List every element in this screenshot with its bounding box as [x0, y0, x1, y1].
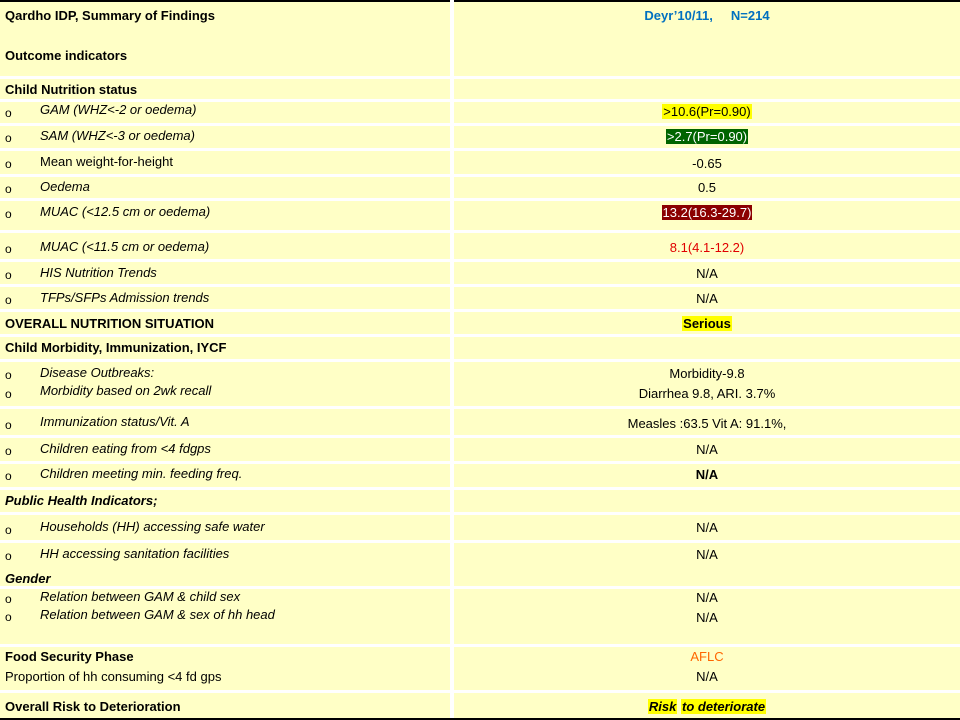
sanitation-value: N/A [696, 547, 718, 562]
row-separator [0, 540, 960, 543]
overall-nutrition-value-cell [454, 316, 960, 331]
row-separator [0, 406, 960, 409]
table-title: Qardho IDP, Summary of Findings [5, 8, 215, 23]
gam-value: >10.6(Pr=0.90) [663, 104, 751, 119]
sam-value-cell [454, 129, 960, 144]
row-separator [0, 644, 960, 647]
disease-outbreaks-label: Disease Outbreaks: [40, 365, 155, 380]
bullet-icon: o [5, 182, 12, 196]
safe-water-label: Households (HH) accessing safe water [40, 519, 265, 534]
mean-wfh-label: Mean weight-for-height [40, 154, 173, 169]
row-separator [0, 309, 960, 312]
tfp-sfp-label: TFPs/SFPs Admission trends [40, 290, 210, 305]
sanitation-label: HH accessing sanitation facilities [40, 546, 230, 561]
survey-label: Deyr’10/11, [644, 8, 713, 23]
immunization-label: Immunization status/Vit. A [40, 414, 190, 429]
feeding-freq-label: Children meeting min. feeding freq. [40, 466, 243, 481]
oedema-value: 0.5 [697, 180, 717, 195]
sample-size: N=214 [730, 8, 770, 23]
bullet-icon: o [5, 610, 12, 624]
bullet-icon: o [5, 268, 12, 282]
bullet-icon: o [5, 469, 12, 483]
bullet-icon: o [5, 157, 12, 171]
overall-risk-value-cell [454, 699, 960, 714]
morbidity-heading: Child Morbidity, Immunization, IYCF [5, 340, 227, 355]
bullet-icon: o [5, 207, 12, 221]
row-separator [0, 461, 960, 464]
overall-nutrition-label: OVERALL NUTRITION SITUATION [5, 316, 214, 331]
muac-125-value-cell [454, 205, 960, 220]
public-health-heading: Public Health Indicators; [5, 493, 158, 508]
row-separator [0, 148, 960, 151]
bullet-icon: o [5, 444, 12, 458]
gam-child-sex-value: N/A [696, 590, 718, 605]
survey-info [454, 8, 960, 23]
food-security-heading: Food Security Phase [5, 649, 134, 664]
bullet-icon: o [5, 387, 12, 401]
morbidity-recall-label: Morbidity based on 2wk recall [40, 383, 212, 398]
overall-risk-value-part1: Risk [648, 699, 677, 714]
eating-fdgps-value: N/A [696, 442, 718, 457]
row-separator [0, 198, 960, 201]
row-separator [0, 487, 960, 490]
immunization-value: Measles :63.5 Vit A: 91.1%, [627, 416, 787, 431]
morbidity-value: Morbidity-9.8 [669, 366, 745, 381]
proportion-fd-gps-label: Proportion of hh consuming <4 fd gps [5, 669, 222, 684]
table-top-border [0, 0, 960, 2]
overall-risk-value-part2: to deteriorate [682, 699, 766, 714]
his-trends-label: HIS Nutrition Trends [40, 265, 157, 280]
muac-125-label: MUAC (<12.5 cm or oedema) [40, 204, 211, 219]
tfp-sfp-value: N/A [696, 291, 718, 306]
mean-wfh-value: -0.65 [692, 156, 722, 171]
bullet-icon: o [5, 418, 12, 432]
muac-115-label: MUAC (<11.5 cm or oedema) [40, 239, 210, 254]
gam-child-sex-label: Relation between GAM & child sex [40, 589, 241, 604]
child-nutrition-heading: Child Nutrition status [5, 82, 138, 97]
row-separator [0, 359, 960, 362]
row-separator [0, 512, 960, 515]
overall-risk-label: Overall Risk to Deterioration [5, 699, 181, 714]
bullet-icon: o [5, 106, 12, 120]
row-separator [0, 174, 960, 177]
bullet-icon: o [5, 592, 12, 606]
safe-water-value: N/A [696, 520, 718, 535]
row-separator [0, 230, 960, 233]
row-separator [0, 690, 960, 693]
gam-hh-head-value: N/A [696, 610, 718, 625]
row-separator [0, 435, 960, 438]
muac-115-value: 8.1(4.1-12.2) [669, 240, 745, 255]
eating-fdgps-label: Children eating from <4 fdgps [40, 441, 211, 456]
gam-hh-head-label: Relation between GAM & sex of hh head [40, 607, 275, 622]
sam-label: SAM (WHZ<-3 or oedema) [40, 128, 195, 143]
sam-value: >2.7(Pr=0.90) [666, 129, 748, 144]
feeding-freq-value: N/A [695, 467, 719, 482]
his-trends-value: N/A [696, 266, 718, 281]
gam-label: GAM (WHZ<-2 or oedema) [40, 102, 197, 117]
proportion-fd-gps-value: N/A [696, 669, 718, 684]
diarrhea-ari-value: Diarrhea 9.8, ARI. 3.7% [638, 386, 776, 401]
oedema-label: Oedema [40, 179, 90, 194]
overall-nutrition-value: Serious [683, 316, 731, 331]
outcome-indicators-heading: Outcome indicators [5, 48, 128, 63]
row-separator [0, 76, 960, 79]
bullet-icon: o [5, 549, 12, 563]
row-separator [0, 334, 960, 337]
food-security-phase-value: AFLC [690, 649, 724, 664]
bullet-icon: o [5, 131, 12, 145]
bullet-icon: o [5, 293, 12, 307]
row-separator [0, 259, 960, 262]
gam-value-cell [454, 104, 960, 119]
row-separator [0, 284, 960, 287]
row-separator [0, 123, 960, 126]
muac-125-value: 13.2(16.3-29.7) [662, 205, 752, 220]
bullet-icon: o [5, 242, 12, 256]
gender-heading: Gender [5, 571, 51, 586]
bullet-icon: o [5, 368, 12, 382]
bullet-icon: o [5, 523, 12, 537]
